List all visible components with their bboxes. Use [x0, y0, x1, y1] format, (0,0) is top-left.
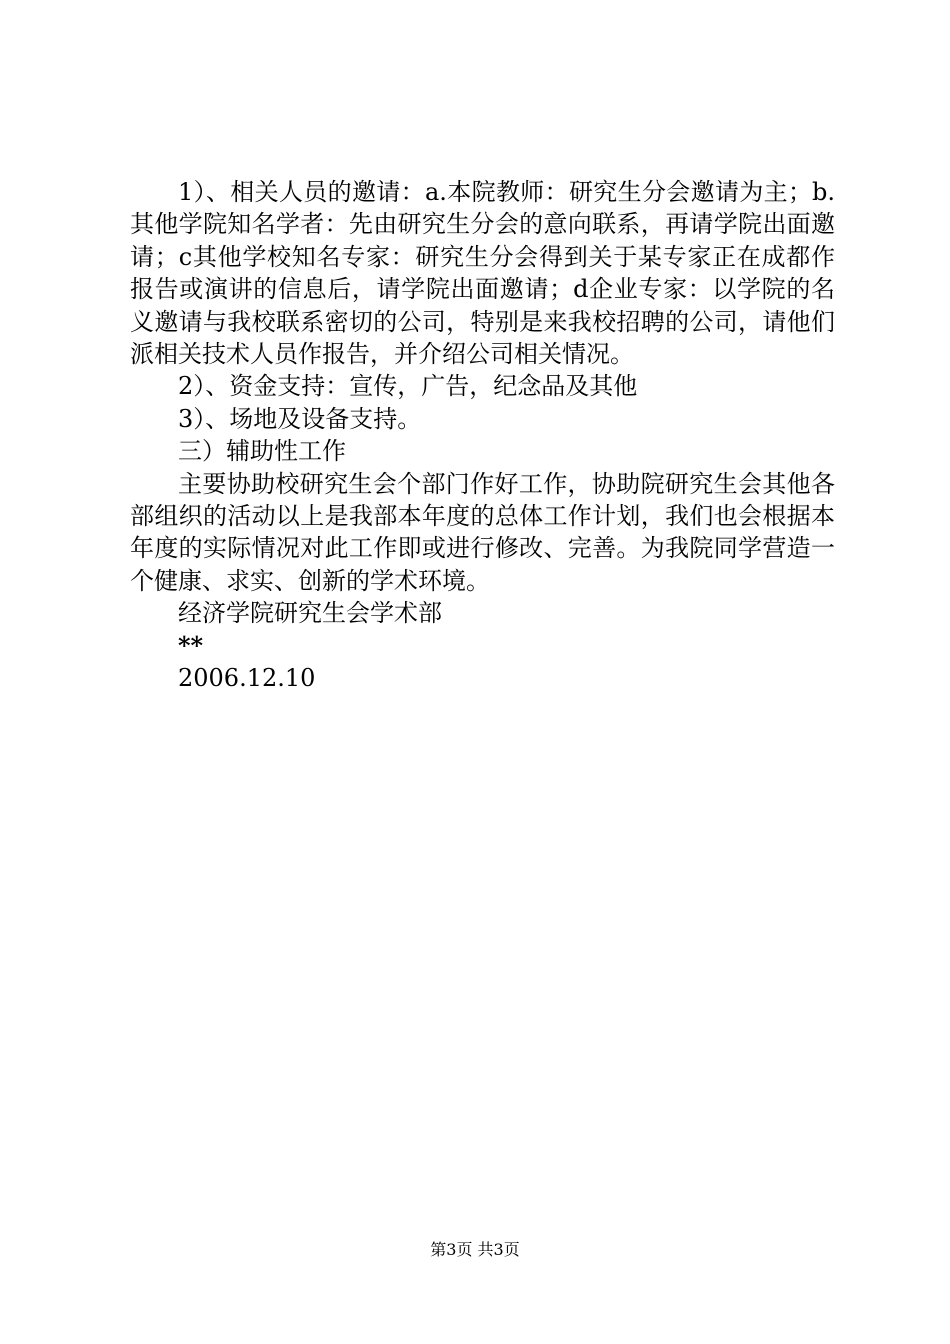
paragraph-funding: 2）、资金支持：宣传，广告，纪念品及其他	[178, 372, 638, 401]
signature-name: **	[178, 630, 204, 660]
document-body	[130, 176, 835, 695]
paragraph-venue: 3）、场地及设备支持。	[178, 404, 422, 433]
signature-organization: 经济学院研究生会学术部	[178, 599, 442, 628]
paragraph-invitations: 1）、相关人员的邀请：a.本院教师：研究生分会邀请为主；b.其他学院知名学者：先由研究生分会的意向联系，再请学院出面邀请；c其他学校知名专家：研究生分会得到关于某专家正在成都作报告或演讲的信息后，请学院出面邀请；d企业专家：以学院的名义邀请与我校联系密切的公司，特别是来我校招聘的公司，请他们派相关技术人员作报告，并介绍公司相关情况。	[130, 178, 835, 369]
paragraph-auxiliary-work: 主要协助校研究生会个部门作好工作，协助院研究生会其他各部组织的活动以上是我部本年度的总体工作计划，我们也会根据本年度的实际情况对此工作即或进行修改、完善。为我院同学营造一个健康、求实、创新的学术环境。	[130, 469, 835, 595]
section-heading-auxiliary: 三）辅助性工作	[178, 437, 346, 466]
page-footer: 第3页 共3页	[430, 1240, 520, 1259]
signature-date: 2006.12.10	[178, 664, 316, 693]
